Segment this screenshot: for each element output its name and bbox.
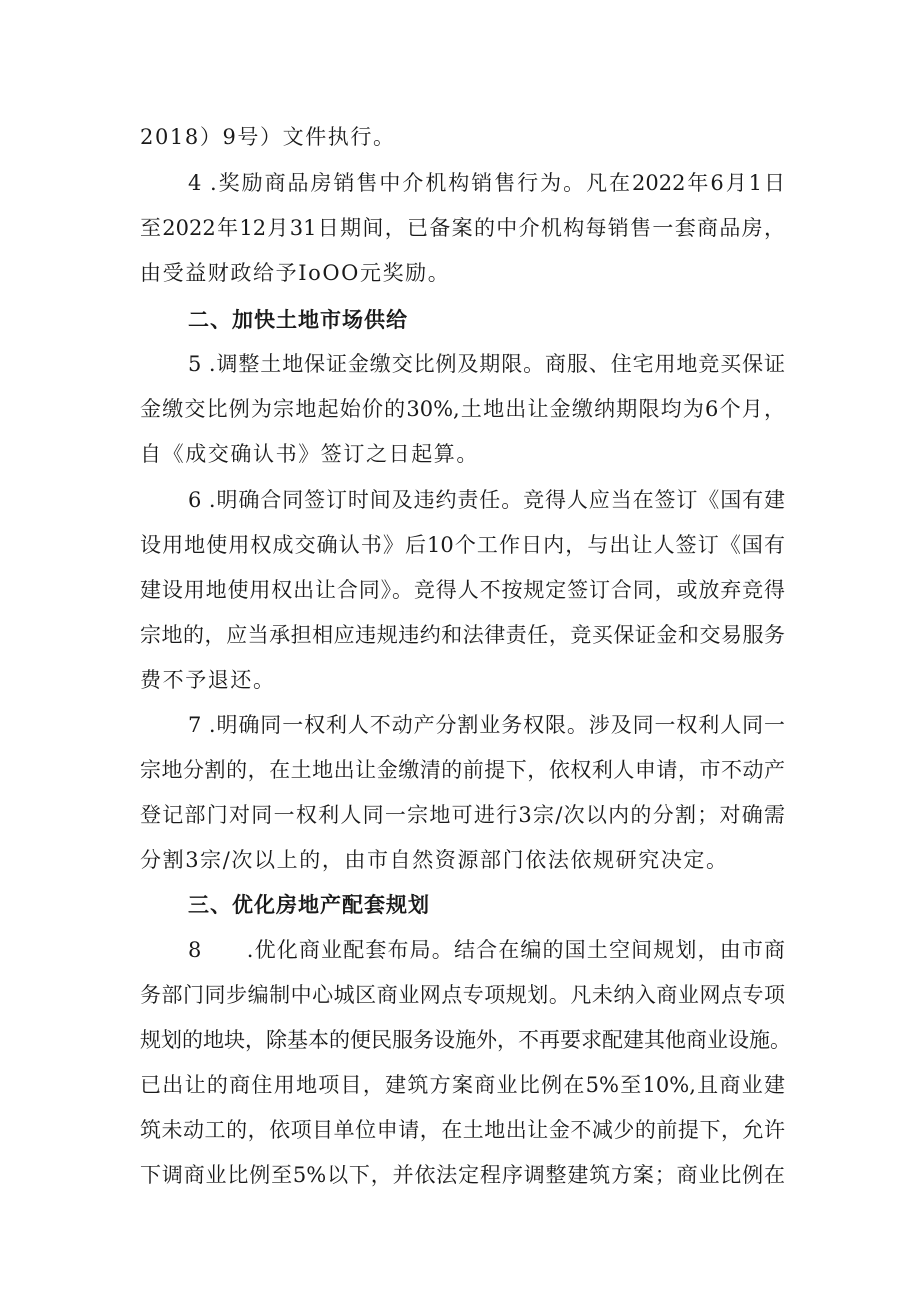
section-heading: 三、优化房地产配套规划 [188,893,430,917]
paragraph-line: 5 .调整土地保证金缴交比例及期限。商服、住宅用地竞买保证 [188,352,785,376]
paragraph-line: 7 .明确同一权利人不动产分割业务权限。涉及同一权利人同一 [188,713,785,737]
paragraph-line: 规划的地块，除基本的便民服务设施外，不再要求配建其他商业设施。 [140,1028,791,1052]
paragraph-line: 金缴交比例为宗地起始价的30%,土地出让金缴纳期限均为6个月， [140,397,785,421]
paragraph-line: 宗地分割的，在土地出让金缴清的前提下，依权利人申请，市不动产 [140,758,785,782]
paragraph-line: 8 .优化商业配套布局。结合在编的国土空间规划，由市商 [188,938,785,962]
section-heading: 二、加快土地市场供给 [188,308,408,332]
paragraph-line: 宗地的，应当承担相应违规违约和法律责任，竞买保证金和交易服务 [140,623,785,647]
paragraph-line: 自《成交确认书》签订之日起算。 [140,442,479,466]
paragraph-line: 2018）9号）文件执行。 [140,125,396,149]
paragraph-line: 已出让的商住用地项目，建筑方案商业比例在5%至10%,且商业建 [140,1073,785,1097]
paragraph-line: 务部门同步编制中心城区商业网点专项规划。凡未纳入商业网点专项 [140,983,785,1007]
paragraph-line: 分割3宗/次以上的，由市自然资源部门依法依规研究决定。 [140,848,729,872]
paragraph-line: 至2022年12月31日期间，已备案的中介机构每销售一套商品房， [140,216,785,240]
paragraph-line: 筑未动工的，依项目单位申请，在土地出让金不减少的前提下，允许 [140,1118,785,1142]
paragraph-line: 下调商业比例至5%以下，并依法定程序调整建筑方案；商业比例在 [140,1163,785,1187]
paragraph-line: 建设用地使用权出让合同》。竞得人不按规定签订合同，或放弃竞得 [140,578,785,602]
paragraph-line: 设用地使用权成交确认书》后10个工作日内，与出让人签订《国有 [140,533,785,557]
paragraph-line: 费不予退还。 [140,668,276,692]
paragraph-line: 4 .奖励商品房销售中介机构销售行为。凡在2022年6月1日 [188,171,785,195]
paragraph-line: 6 .明确合同签订时间及违约责任。竞得人应当在签订《国有建 [188,488,785,512]
paragraph-line: 由受益财政给予IoOO元奖励。 [140,261,451,285]
paragraph-line: 登记部门对同一权利人同一宗地可进行3宗/次以内的分割；对确需 [140,803,785,827]
